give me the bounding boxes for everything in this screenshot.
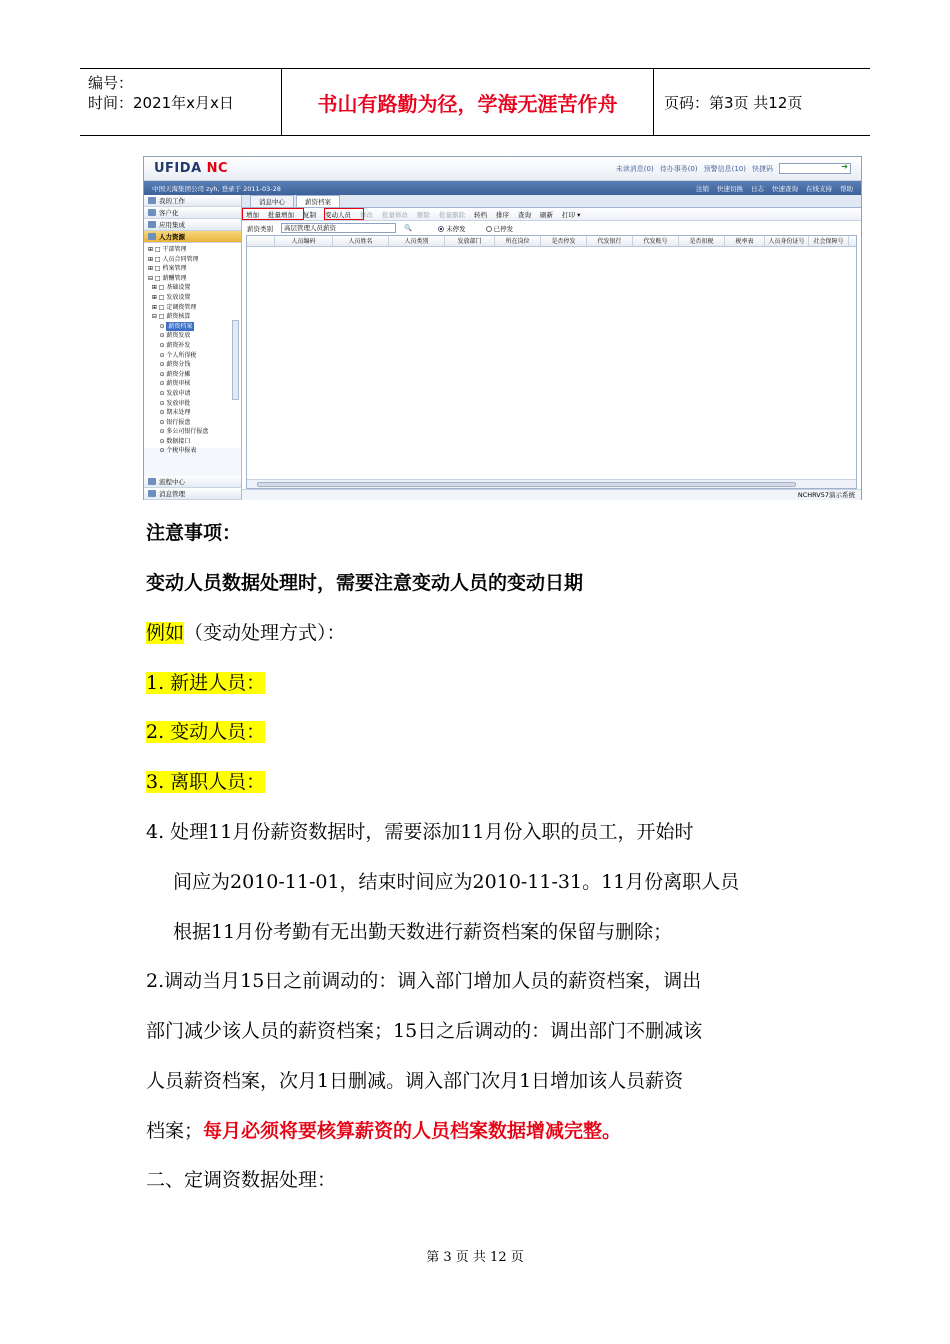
grid-header	[247, 236, 856, 247]
radio-issued[interactable]: 已停发	[486, 224, 514, 233]
top-link: 快捷码	[752, 164, 773, 173]
header-page-info: 页码：第3页 共12页	[664, 93, 803, 112]
app-logo: UFIDA NC	[154, 161, 229, 176]
tree-item[interactable]: ⊟ □ 薪酬管理	[148, 274, 187, 282]
quick-code-input[interactable]	[779, 163, 851, 174]
notice-line: 变动人员数据处理时，需要注意变动人员的变动日期	[146, 572, 584, 594]
header-motto: 书山有路勤为径，学海无涯苦作舟	[282, 69, 654, 135]
transfer-button[interactable]: 转档	[474, 210, 487, 219]
col-header[interactable]: 代发银行	[587, 236, 633, 246]
tree-scrollbar[interactable]	[232, 320, 239, 400]
nav-customize[interactable]: 客户化	[144, 207, 241, 219]
tree-item[interactable]: ⊙ 数据接口	[148, 437, 191, 445]
folder-icon	[148, 209, 156, 216]
para5-line4: 档案；每月必须将要核算薪资的人员档案数据增减完整。	[146, 1120, 622, 1142]
tree-item[interactable]: ⊙ 发放审批	[148, 399, 191, 407]
doc-number-label: 编号：	[88, 74, 134, 92]
list-item-3: 3. 离职人员：	[146, 771, 266, 793]
grid-hscrollbar[interactable]	[247, 479, 856, 488]
tree-item[interactable]: ⊞ □ 发放设置	[148, 293, 191, 301]
tree-item[interactable]: ⊞ □ 档案管理	[148, 265, 187, 273]
col-header[interactable]: 所在岗位	[495, 236, 541, 246]
main-pane	[242, 195, 861, 500]
col-header[interactable]: 发放部门	[445, 236, 495, 246]
nav-tree	[144, 243, 241, 455]
folder-icon	[148, 197, 156, 204]
folder-icon	[148, 478, 156, 485]
tree-item[interactable]: ⊙ 发放申请	[148, 389, 191, 397]
para5-line1: 2.调动当月15日之前调动的：调入部门增加人员的薪资档案，调出	[146, 970, 702, 992]
scroll-thumb[interactable]	[257, 482, 796, 487]
section2-heading: 二、定调资数据处理：	[146, 1169, 337, 1191]
sort-button[interactable]: 排序	[496, 210, 509, 219]
col-header[interactable]: 是否停发	[541, 236, 587, 246]
help-link[interactable]: 帮助	[840, 184, 853, 193]
para5-line2: 部门减少该人员的薪资档案；15日之后调动的：调出部门不删减该	[146, 1020, 703, 1042]
notice-title: 注意事项：	[146, 522, 242, 544]
radio-unissued[interactable]: 未停发	[438, 224, 466, 233]
top-link[interactable]: 待办事务(0)	[659, 164, 698, 173]
doc-time-label: 时间：2021年x月x日	[88, 94, 234, 112]
tree-item[interactable]: ⊞ □ 干部管理	[148, 246, 187, 253]
col-header[interactable]: 人员身份证号	[765, 236, 809, 246]
tree-item-selected[interactable]: ⊙ 薪资档案	[148, 322, 193, 330]
org-bar	[144, 181, 861, 195]
tree-item[interactable]: ⊞ □ 定调资管理	[148, 303, 197, 311]
highlight-box	[242, 208, 304, 220]
batch-add-button[interactable]: 批量增加	[268, 210, 294, 219]
col-header[interactable]: 人员类别	[389, 236, 445, 246]
emphasis-text: 每月必须将要核算薪资的人员档案数据增减完整。	[203, 1120, 622, 1142]
tree-item[interactable]: ⊞ □ 基础设置	[148, 284, 191, 292]
col-header[interactable]: 人员编码	[275, 236, 333, 246]
nav-message-mgmt[interactable]: 消息管理	[144, 488, 241, 500]
list-item-1: 1. 新进人员：	[146, 672, 266, 694]
folder-icon	[148, 221, 156, 228]
col-header[interactable]: 税率表	[725, 236, 765, 246]
col-header[interactable]: 人员姓名	[333, 236, 389, 246]
logout-link[interactable]: 注销	[696, 184, 709, 193]
tree-item[interactable]: ⊙ 薪资分钱	[148, 361, 191, 369]
col-header[interactable]: 社会保障号	[809, 236, 849, 246]
page-footer: 第 3 页 共 12 页	[426, 1250, 524, 1265]
top-links	[616, 163, 851, 174]
salary-category-select[interactable]: 高层管理人员薪资	[281, 223, 396, 233]
copy-button[interactable]: 复制	[303, 210, 316, 219]
tree-item[interactable]: ⊙ 薪资审核	[148, 380, 191, 388]
batch-edit-button[interactable]: 批量修改	[382, 210, 408, 219]
para4-line1: 4. 处理11月份薪资数据时，需要添加11月份入职的员工，开始时	[146, 821, 694, 843]
embedded-screenshot	[143, 156, 862, 500]
para5-line3: 人员薪资档案，次月1日删减。调入部门次月1日增加该人员薪资	[146, 1070, 684, 1092]
people-icon	[148, 233, 156, 240]
refresh-button[interactable]: 刷新	[540, 210, 553, 219]
tree-item[interactable]: ⊟ □ 薪资核算	[148, 313, 191, 321]
log-link[interactable]: 日志	[751, 184, 764, 193]
quick-switch-link[interactable]: 快速切换	[717, 184, 743, 193]
para4-line2: 间应为2010-11-01，结束时间应为2010-11-31。11月份离职人员	[173, 871, 740, 893]
list-item-2: 2. 变动人员：	[146, 721, 266, 743]
app-topbar	[144, 157, 861, 181]
tab-salary-archive[interactable]: 薪资档案	[296, 195, 340, 207]
top-link[interactable]: 未读消息(0)	[615, 164, 654, 173]
tree-item[interactable]: ⊙ 多公司银行报盘	[148, 428, 209, 436]
search-icon[interactable]: 🔍	[404, 224, 413, 232]
batch-delete-button[interactable]: 批量删除	[439, 210, 465, 219]
col-header[interactable]: 是否扣税	[679, 236, 725, 246]
toolbar	[242, 208, 861, 221]
status-bar: NCHRV57演示系统	[242, 489, 861, 500]
tree-item[interactable]: ⊙ 个人所得税	[148, 351, 197, 359]
delete-button[interactable]: 删除	[417, 210, 430, 219]
query-button[interactable]: 查询	[518, 210, 531, 219]
org-info: 中国天海集团公司 zyh, 登录于 2011-03-28	[152, 184, 281, 193]
tree-item[interactable]: ⊞ □ 人员合同管理	[148, 255, 199, 263]
page-header	[80, 68, 870, 136]
tree-item[interactable]: ⊙ 期末处理	[148, 409, 191, 417]
tab-bar	[242, 195, 861, 208]
add-button[interactable]: 增加	[246, 210, 259, 219]
print-button[interactable]: 打印 ▾	[562, 210, 581, 219]
nav-integration[interactable]: 应用集成	[144, 219, 241, 231]
quick-query-link[interactable]: 快速查询	[772, 184, 798, 193]
data-grid	[246, 235, 857, 489]
filter-bar	[242, 221, 861, 235]
left-nav	[144, 195, 242, 500]
nav-my-work[interactable]: 我的工作	[144, 195, 241, 207]
nav-process-center[interactable]: 流程中心	[144, 476, 241, 488]
mail-icon	[148, 490, 156, 497]
support-link[interactable]: 在线支持	[806, 184, 832, 193]
changed-people-button[interactable]: 变动人员	[325, 210, 351, 219]
nav-hr[interactable]: 人力资源	[144, 231, 241, 243]
filter-label: 薪资类别	[247, 224, 273, 233]
tree-item[interactable]: ⊙ 薪资补发	[148, 341, 191, 349]
example-line: 例如（变动处理方式）：	[146, 622, 346, 644]
tree-item[interactable]: ⊙ 个税申报表	[148, 447, 197, 455]
tree-item[interactable]: ⊙ 银行报盘	[148, 418, 191, 426]
tree-item[interactable]: ⊙ 薪资发放	[148, 332, 191, 340]
tree-item[interactable]: ⊙ 薪资分摊	[148, 370, 191, 378]
tab-message-center[interactable]: 消息中心	[250, 195, 294, 207]
highlight-box	[324, 208, 364, 220]
col-header[interactable]: 代发账号	[633, 236, 679, 246]
top-link[interactable]: 预警信息(10)	[703, 164, 746, 173]
radio-empty-icon	[486, 226, 492, 232]
para4-line3: 根据11月份考勤有无出勤天数进行薪资档案的保留与删除；	[173, 921, 673, 943]
edit-button[interactable]: 修改	[360, 210, 373, 219]
header-left-cell	[80, 69, 282, 135]
radio-selected-icon	[438, 226, 444, 232]
